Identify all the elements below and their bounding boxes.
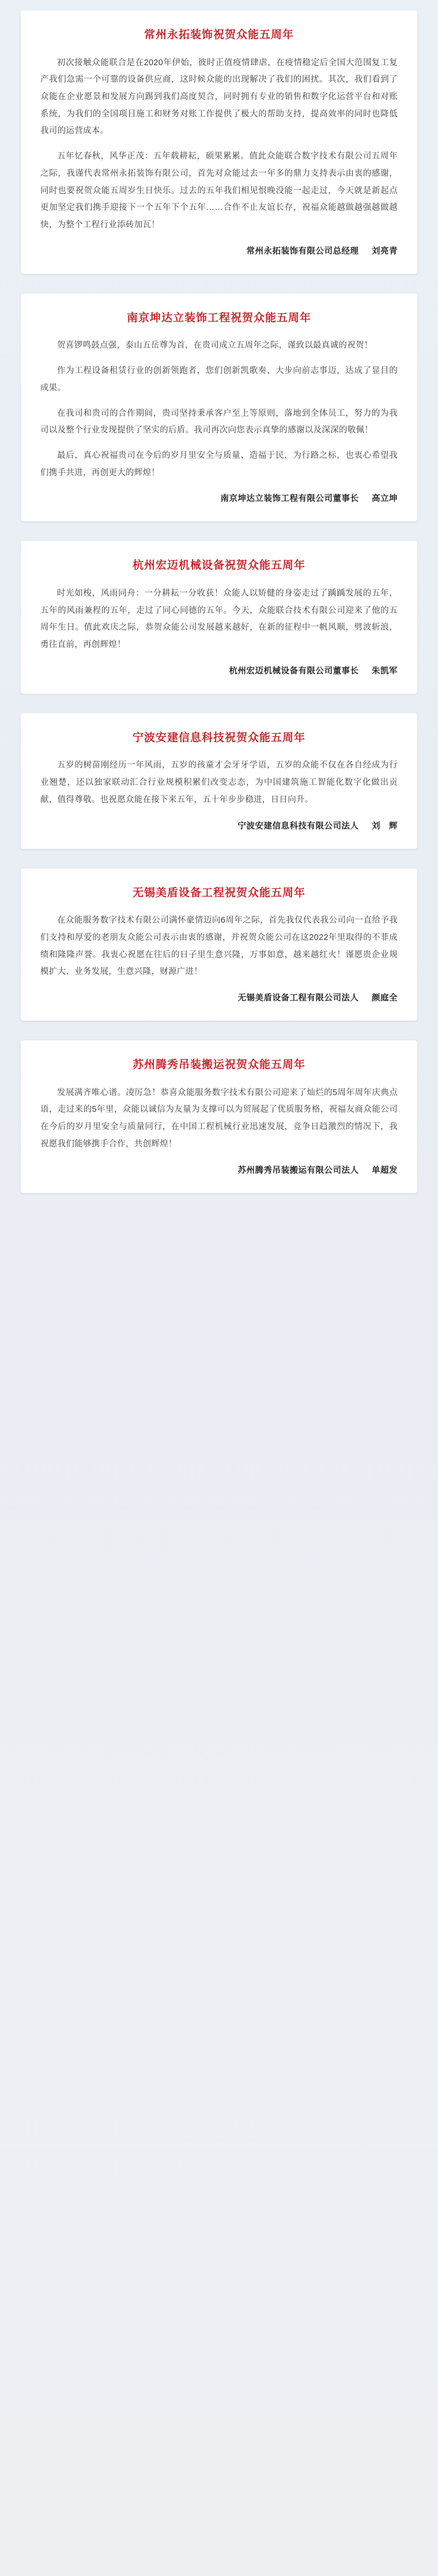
congratulation-card <box>21 1040 417 1193</box>
card-paragraph: 时光如梭，风雨同舟：一分耕耘一分收获！众能人以矫健的身姿走过了踽踽发展的五年，五年的风雨兼程的五年，走过了同心同德的五年。今天，众能联合技术有限公司迎来了他的五周年生日。值此欢庆之际，恭贺众能公司发展越来越好，在新的征程中一帆风顺，劈波斩浪，勇往直前，再创辉煌！ <box>40 589 398 650</box>
signature-company: 无锡美盾设备工程有限公司法人 <box>237 994 359 1003</box>
signature-company: 常州永拓装饰有限公司总经理 <box>246 246 359 256</box>
signature-name: 单超发 <box>372 1165 398 1175</box>
card-title: 宁波安建信息科技祝贺众能五周年 <box>132 731 305 744</box>
card-signature <box>40 245 398 257</box>
card-paragraph: 发展满齐唯心谱。凌厉急！恭喜众能服务数字技术有限公司迎来了灿烂的5周年周年庆典点语，走过来的5年里，众能以诚信为友量为支撑可以为贸展起了优质服务格，祝福友商众能公司在今后的岁月里安全与质量同行，在中国工程机械行业迅速发展，竞争日趋激烈的情况下，我祝愿我们能够携手合作，共创辉煌！ <box>40 1088 398 1149</box>
congratulation-card <box>21 294 417 522</box>
signature-company: 南京坤达立装饰工程有限公司董事长 <box>220 494 359 504</box>
signature-company: 宁波安建信息科技有限公司法人 <box>237 821 359 831</box>
signature-name: 刘 辉 <box>372 821 398 831</box>
card-paragraph: 五岁的树苗刚经历一年风雨，五岁的孩童才会牙牙学语，五岁的众能不仅在各自经成为行业翘楚，还以独家联动汇合行业规模积累们改变志态，为中国建筑施工智能化数字化做出贡献，值得尊敬。也祝愿众能在接下来五年，五十年步步稳进，日日向升。 <box>40 761 398 804</box>
signature-name: 高立坤 <box>372 494 398 504</box>
congratulation-card <box>21 10 417 274</box>
signature-name: 刘亮青 <box>372 246 398 256</box>
card-paragraph: 在众能服务数字技术有限公司满怀豪情迈向6周年之际，首先我仅代表我公司向一直给予我们支持和厚爱的老朋友众能公司表示由衷的感谢，并祝贺众能公司在这2022年里取得的不菲成绩和隆隆声誉。我衷心祝愿在往后的日子里生意兴隆，万事如意，越来越红火！谨愿贵企业规模扩大、业务发展，生意兴隆，财源广进！ <box>40 916 398 977</box>
card-signature <box>40 991 398 1003</box>
congratulation-card <box>21 868 417 1021</box>
card-paragraph: 作为工程设备租赁行业的创新领跑者，您们创新凯歌奏、大步向前志事迈，达成了显目的成果。 <box>40 366 398 393</box>
card-paragraph: 最后，真心祝福贵司在今后的岁月里安全与质量、造福于民，为行路之标，也衷心希望我们携手共进，再创更大的辉煌！ <box>40 450 398 477</box>
card-signature <box>40 1164 398 1176</box>
card-signature <box>40 492 398 504</box>
signature-company: 苏州腾秀吊装搬运有限公司法人 <box>237 1165 359 1175</box>
card-title: 苏州腾秀吊装搬运祝贺众能五周年 <box>132 1059 305 1071</box>
card-title: 常州永拓装饰祝贺众能五周年 <box>144 29 294 41</box>
congratulation-card <box>21 713 417 849</box>
congratulation-card <box>21 541 417 693</box>
card-signature <box>40 664 398 676</box>
card-paragraph: 五年忆春秋，风华正茂：五年载耕耘，硕果累累。值此众能联合数字技术有限公司五周年之际，我谨代表常州永拓装饰有限公司，首先对众能过去一年多的鼎力支持表示由衷的感谢，同时也要祝贺众能五周岁生日快乐。过去的五年我们相见恨晚没能一起走过，今天就是新起点更加坚定我们携手迎接下一个五年下个五年……合作不止友谊长存，祝福众能越做越强越做越快，为整个工程行业添砖加瓦！ <box>40 152 398 230</box>
signature-company: 杭州宏迈机械设备有限公司董事长 <box>229 666 359 676</box>
card-title: 无锡美盾设备工程祝贺众能五周年 <box>132 886 305 899</box>
card-title: 南京坤达立装饰工程祝贺众能五周年 <box>126 311 311 324</box>
signature-name: 朱凯军 <box>372 666 398 676</box>
card-title: 杭州宏迈机械设备祝贺众能五周年 <box>132 559 305 572</box>
card-paragraph: 初次接触众能联合是在2020年伊始，彼时正值疫情肆虐，在疫情稳定后全国大范围复工复产我们急需一个可靠的设备供应商，这时候众能的出现解决了我们的困扰。其次，我们看到了众能在企业愿景和发展方向踢到我们高度契合，同时拥有专业的销售和数字化运营平台和对账系统，为我们的全国项目施工和财务对账工作提供了极大的帮助支持，提高效率的同时也降低我司的运营成本。 <box>40 58 398 136</box>
card-paragraph: 在我司和贵司的合作期间，贵司坚持秉承客户至上等原则，落地到全体员工，努力的为我司以及整个行业发现提供了坚实的后盾。我司再次向您表示真挚的感谢以及深深的敬佩！ <box>40 408 398 435</box>
card-paragraph: 贺喜锣鸣鼓点强，泰山五岳尊为首，在贵司成立五周年之际，谨致以最真诚的祝贺！ <box>57 341 373 351</box>
card-signature <box>40 819 398 832</box>
signature-name: 颜庭全 <box>372 994 398 1003</box>
